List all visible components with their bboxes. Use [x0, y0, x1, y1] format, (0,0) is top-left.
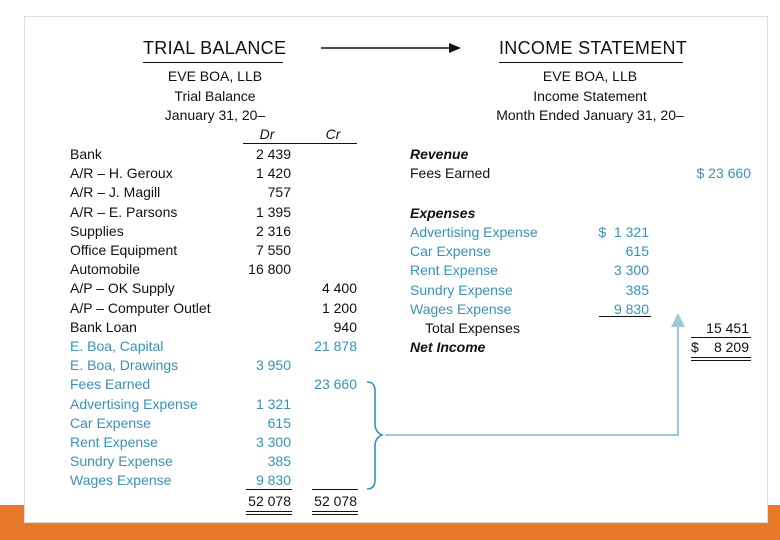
tb-account-name: Bank Loan	[70, 319, 137, 335]
is-expense-amount: 615	[625, 243, 649, 259]
is-net-amount: 8 209	[713, 339, 749, 355]
is-expense-amount: 385	[625, 282, 649, 298]
worksheet-panel	[24, 16, 768, 523]
tb-account-name: A/P – Computer Outlet	[70, 300, 211, 316]
transfer-arrow-icon	[385, 313, 685, 435]
is-fees-label: Fees Earned	[410, 165, 491, 181]
bracket-icon	[367, 382, 382, 489]
is-fees-amount: $ 23 660	[696, 165, 751, 181]
tb-account-name: Wages Expense	[70, 472, 172, 488]
tb-debit-amount: 16 800	[248, 261, 291, 277]
tb-total-cr: 52 078	[314, 493, 357, 509]
tb-account-name: Office Equipment	[70, 242, 178, 258]
tb-account-name: A/R – E. Parsons	[70, 204, 178, 220]
connector-graphics	[25, 17, 767, 522]
tb-account-name: Automobile	[70, 261, 141, 277]
tb-account-name: Supplies	[70, 223, 124, 239]
tb-credit-amount: 4 400	[321, 280, 357, 296]
tb-account-name: A/R – H. Geroux	[70, 165, 173, 181]
tb-credit-amount: 21 878	[314, 338, 357, 354]
tb-account-name: Car Expense	[70, 415, 151, 431]
tb-debit-amount: 7 550	[255, 242, 291, 258]
is-expense-name: Sundry Expense	[410, 282, 513, 298]
is-company: EVE BOA, LLB	[542, 68, 638, 84]
is-title: Income Statement	[533, 88, 647, 104]
tb-debit-amount: 1 395	[255, 204, 291, 220]
heading-arrow-icon	[321, 43, 461, 53]
tb-debit-amount: 9 830	[255, 472, 291, 488]
income-statement-heading: INCOME STATEMENT	[499, 38, 688, 58]
tb-credit-amount: 1 200	[321, 300, 357, 316]
trial-balance-heading: TRIAL BALANCE	[143, 38, 287, 58]
is-total-amount: 15 451	[706, 320, 749, 336]
tb-col-cr: Cr	[325, 126, 341, 142]
is-expense-name: Advertising Expense	[410, 224, 538, 240]
tb-account-name: A/P – OK Supply	[70, 280, 175, 296]
is-net-label: Net Income	[410, 339, 486, 355]
tb-account-name: Sundry Expense	[70, 453, 173, 469]
is-period: Month Ended January 31, 20–	[496, 107, 684, 123]
tb-account-name: E. Boa, Drawings	[70, 357, 179, 373]
is-expense-name: Car Expense	[410, 243, 491, 259]
is-expenses-label: Expenses	[410, 205, 476, 221]
tb-account-name: E. Boa, Capital	[70, 338, 164, 354]
tb-credit-amount: 940	[333, 319, 357, 335]
is-expense-amount: 3 300	[613, 262, 649, 278]
is-expense-name: Wages Expense	[410, 301, 512, 317]
tb-total-dr: 52 078	[248, 493, 291, 509]
tb-date: January 31, 20–	[164, 107, 266, 123]
tb-account-name: Bank	[70, 146, 102, 162]
is-revenue-label: Revenue	[410, 146, 469, 162]
tb-company: EVE BOA, LLB	[167, 68, 263, 84]
tb-account-name: Advertising Expense	[70, 396, 198, 412]
tb-account-name: Fees Earned	[70, 376, 151, 392]
is-expense-amount: 9 830	[613, 301, 649, 317]
tb-debit-amount: 3 950	[255, 357, 291, 373]
tb-debit-amount: 2 316	[255, 223, 291, 239]
tb-credit-amount: 23 660	[314, 376, 357, 392]
is-net-dollar: $	[691, 339, 699, 355]
tb-account-name: A/R – J. Magill	[70, 184, 161, 200]
tb-debit-amount: 1 321	[255, 396, 291, 412]
tb-debit-amount: 385	[267, 453, 291, 469]
tb-debit-amount: 757	[267, 184, 291, 200]
is-expense-name: Rent Expense	[410, 262, 498, 278]
tb-debit-amount: 3 300	[255, 434, 291, 450]
is-total-label: Total Expenses	[425, 320, 520, 336]
tb-debit-amount: 615	[267, 415, 291, 431]
tb-account-name: Rent Expense	[70, 434, 158, 450]
tb-debit-amount: 1 420	[255, 165, 291, 181]
is-expense-amount: $ 1 321	[598, 224, 649, 240]
tb-debit-amount: 2 439	[255, 146, 291, 162]
tb-col-dr: Dr	[259, 126, 275, 142]
tb-title: Trial Balance	[174, 88, 256, 104]
